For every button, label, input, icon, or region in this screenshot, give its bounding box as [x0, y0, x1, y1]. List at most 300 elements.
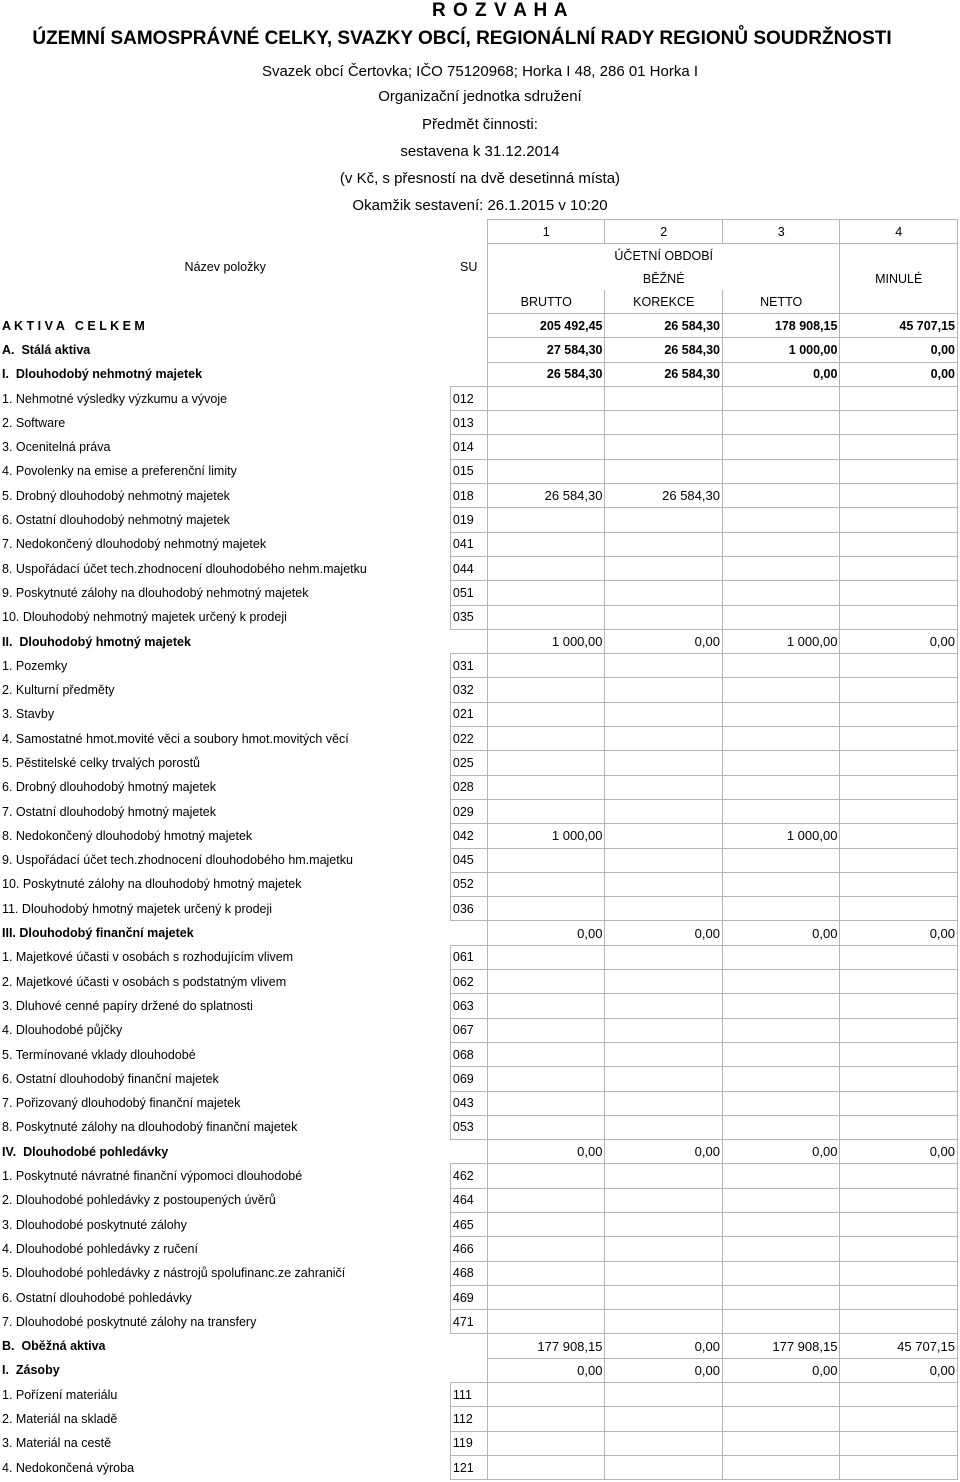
- cell-previous: [840, 1018, 958, 1042]
- row-account: [450, 921, 487, 945]
- cell-gross: [488, 532, 605, 556]
- table-row: [0, 1383, 958, 1407]
- cell-net: [722, 897, 839, 921]
- table-header: [0, 220, 958, 314]
- cell-net: [722, 1310, 839, 1334]
- cell-correction: [605, 556, 722, 580]
- cell-net: 1 000,00: [722, 824, 839, 848]
- cell-correction: [605, 532, 722, 556]
- table-row: [0, 1407, 958, 1431]
- row-account: [450, 1334, 487, 1358]
- accounting-period-header: ÚČETNÍ OBDOBÍ: [488, 244, 840, 268]
- column-header-previous: MINULÉ: [840, 244, 958, 314]
- cell-previous: [840, 435, 958, 459]
- column-number-1: 1: [488, 220, 605, 244]
- cell-net: [722, 1164, 839, 1188]
- row-account: 469: [450, 1285, 487, 1309]
- cell-previous: [840, 484, 958, 508]
- row-account: 018: [450, 484, 487, 508]
- table-row: [0, 629, 958, 653]
- row-label: 1. Pozemky: [2, 658, 68, 673]
- cell-gross: [488, 1285, 605, 1309]
- cell-previous: [840, 824, 958, 848]
- row-label: 8. Nedokončený dlouhodobý hmotný majetek: [2, 828, 253, 843]
- table-row: [0, 1115, 958, 1139]
- table-row: [0, 921, 958, 945]
- cell-previous: [840, 1310, 958, 1334]
- cell-correction: [605, 1261, 722, 1285]
- cell-correction: 0,00: [605, 921, 722, 945]
- cell-gross: [488, 1018, 605, 1042]
- cell-previous: [840, 1042, 958, 1066]
- row-account: [450, 362, 487, 386]
- row-label: 1. Poskytnuté návratné finanční výpomoci dlouhodobé: [2, 1169, 303, 1184]
- table-row: [0, 678, 958, 702]
- row-label: 6. Drobný dlouhodobý hmotný majetek: [2, 780, 217, 795]
- organizational-unit: Organizační jednotka sdružení: [378, 88, 582, 105]
- cell-gross: 27 584,30: [488, 338, 605, 362]
- row-label: 9. Poskytnuté zálohy na dlouhodobý nehmotný majetek: [2, 585, 309, 600]
- row-account: 015: [450, 459, 487, 483]
- cell-gross: 0,00: [488, 921, 605, 945]
- cell-gross: [488, 751, 605, 775]
- cell-previous: [840, 678, 958, 702]
- cell-net: [722, 702, 839, 726]
- cell-gross: [488, 1383, 605, 1407]
- cell-correction: [605, 1018, 722, 1042]
- cell-gross: [488, 1212, 605, 1236]
- row-label: 3. Dlouhodobé poskytnuté zálohy: [2, 1217, 187, 1232]
- cell-net: [722, 1067, 839, 1091]
- table-row: [0, 338, 958, 362]
- cell-correction: [605, 581, 722, 605]
- cell-correction: [605, 1237, 722, 1261]
- cell-previous: [840, 848, 958, 872]
- cell-correction: [605, 1091, 722, 1115]
- cell-gross: [488, 1091, 605, 1115]
- row-account: 019: [450, 508, 487, 532]
- compiled-date: sestavena k 31.12.2014: [400, 143, 560, 160]
- cell-gross: [488, 1042, 605, 1066]
- cell-gross: [488, 678, 605, 702]
- cell-net: [722, 654, 839, 678]
- row-label: A. Stálá aktiva: [2, 342, 91, 357]
- cell-gross: [488, 1455, 605, 1479]
- cell-net: 1 000,00: [722, 629, 839, 653]
- cell-previous: 0,00: [840, 1358, 958, 1382]
- cell-gross: 205 492,45: [488, 314, 605, 338]
- cell-correction: [605, 751, 722, 775]
- row-account: 466: [450, 1237, 487, 1261]
- cell-previous: [840, 727, 958, 751]
- cell-correction: [605, 872, 722, 896]
- cell-gross: [488, 1431, 605, 1455]
- row-account: 067: [450, 1018, 487, 1042]
- row-label: 10. Dlouhodobý nehmotný majetek určený k prodeji: [2, 610, 287, 625]
- cell-gross: 0,00: [488, 1358, 605, 1382]
- cell-previous: [840, 970, 958, 994]
- cell-previous: [840, 1431, 958, 1455]
- cell-previous: [840, 1067, 958, 1091]
- table-row: [0, 727, 958, 751]
- cell-previous: 0,00: [840, 1140, 958, 1164]
- cell-net: [722, 848, 839, 872]
- cell-net: [722, 1407, 839, 1431]
- cell-net: [722, 1042, 839, 1066]
- table-row: [0, 1067, 958, 1091]
- row-account: 062: [450, 970, 487, 994]
- row-account: 021: [450, 702, 487, 726]
- cell-previous: 45 707,15: [840, 1334, 958, 1358]
- cell-correction: 26 584,30: [605, 484, 722, 508]
- cell-gross: [488, 775, 605, 799]
- cell-correction: [605, 970, 722, 994]
- cell-net: [722, 1431, 839, 1455]
- cell-gross: 177 908,15: [488, 1334, 605, 1358]
- cell-gross: [488, 411, 605, 435]
- cell-correction: [605, 435, 722, 459]
- cell-gross: [488, 1067, 605, 1091]
- cell-gross: [488, 994, 605, 1018]
- cell-correction: [605, 1310, 722, 1334]
- row-account: 025: [450, 751, 487, 775]
- cell-correction: [605, 824, 722, 848]
- column-header-su: SU: [460, 259, 478, 274]
- cell-net: [722, 872, 839, 896]
- row-label: 4. Samostatné hmot.movité věci a soubory hmot.movitých věcí: [2, 731, 349, 746]
- cell-correction: 0,00: [605, 1140, 722, 1164]
- row-account: 044: [450, 556, 487, 580]
- cell-gross: [488, 556, 605, 580]
- cell-gross: [488, 1237, 605, 1261]
- cell-correction: [605, 799, 722, 823]
- row-account: 031: [450, 654, 487, 678]
- cell-net: 178 908,15: [722, 314, 839, 338]
- cell-previous: [840, 654, 958, 678]
- cell-correction: [605, 1067, 722, 1091]
- cell-net: 1 000,00: [722, 338, 839, 362]
- cell-gross: 26 584,30: [488, 484, 605, 508]
- cell-gross: [488, 727, 605, 751]
- cell-correction: 0,00: [605, 629, 722, 653]
- cell-correction: [605, 727, 722, 751]
- row-label: 8. Uspořádací účet tech.zhodnocení dlouhodobého nehm.majetku: [2, 561, 367, 576]
- row-label: 5. Termínované vklady dlouhodobé: [2, 1047, 196, 1062]
- cell-previous: 0,00: [840, 921, 958, 945]
- cell-previous: [840, 799, 958, 823]
- cell-gross: [488, 1188, 605, 1212]
- cell-previous: [840, 605, 958, 629]
- cell-previous: [840, 508, 958, 532]
- cell-gross: [488, 1164, 605, 1188]
- row-label: 4. Dlouhodobé pohledávky z ručení: [2, 1241, 198, 1256]
- row-account: 028: [450, 775, 487, 799]
- row-label: 5. Drobný dlouhodobý nehmotný majetek: [2, 488, 230, 503]
- table-row: [0, 654, 958, 678]
- table-row: [0, 1285, 958, 1309]
- cell-previous: [840, 994, 958, 1018]
- current-period-header: BĚŽNÉ: [488, 267, 840, 290]
- cell-net: [722, 678, 839, 702]
- table-row: [0, 435, 958, 459]
- row-label: 2. Dlouhodobé pohledávky z postoupených úvěrů: [2, 1193, 276, 1208]
- row-account: [450, 1358, 487, 1382]
- row-account: 121: [450, 1455, 487, 1479]
- row-label: IV. Dlouhodobé pohledávky: [2, 1144, 169, 1159]
- cell-previous: [840, 532, 958, 556]
- table-row: [0, 945, 958, 969]
- cell-previous: 45 707,15: [840, 314, 958, 338]
- cell-net: [722, 386, 839, 410]
- column-header-gross: BRUTTO: [488, 290, 605, 314]
- table-row: [0, 775, 958, 799]
- row-label: I. Dlouhodobý nehmotný majetek: [2, 367, 203, 382]
- row-account: 053: [450, 1115, 487, 1139]
- table-body: [0, 314, 958, 1480]
- compiled-timestamp: Okamžik sestavení: 26.1.2015 v 10:20: [352, 197, 608, 214]
- column-number-2: 2: [605, 220, 722, 244]
- cell-net: [722, 435, 839, 459]
- cell-net: [722, 1383, 839, 1407]
- cell-net: 0,00: [722, 921, 839, 945]
- cell-previous: [840, 411, 958, 435]
- cell-gross: 26 584,30: [488, 362, 605, 386]
- table-row: [0, 556, 958, 580]
- table-row: [0, 411, 958, 435]
- cell-net: [722, 1455, 839, 1479]
- cell-correction: [605, 1115, 722, 1139]
- row-label: 1. Majetkové účasti v osobách s rozhodujícím vlivem: [2, 950, 294, 965]
- row-label: 3. Dluhové cenné papíry držené do splatnosti: [2, 998, 253, 1013]
- cell-previous: [840, 775, 958, 799]
- row-label: 4. Nedokončená výroba: [2, 1460, 135, 1475]
- document-subtitle: ÚZEMNÍ SAMOSPRÁVNÉ CELKY, SVAZKY OBCÍ, REGIONÁLNÍ RADY REGIONŮ SOUDRŽNOSTI: [32, 28, 892, 49]
- row-account: [450, 314, 487, 338]
- row-label: III. Dlouhodobý finanční majetek: [2, 926, 194, 941]
- row-account: 069: [450, 1067, 487, 1091]
- cell-previous: [840, 897, 958, 921]
- table-row: [0, 362, 958, 386]
- cell-previous: 0,00: [840, 338, 958, 362]
- table-row: [0, 1018, 958, 1042]
- cell-net: 177 908,15: [722, 1334, 839, 1358]
- row-label: A K T I V A C E L K E M: [2, 318, 145, 333]
- cell-gross: [488, 654, 605, 678]
- cell-net: [722, 1115, 839, 1139]
- row-label: 7. Nedokončený dlouhodobý nehmotný majetek: [2, 537, 267, 552]
- row-account: 068: [450, 1042, 487, 1066]
- row-label: 6. Ostatní dlouhodobý nehmotný majetek: [2, 513, 230, 528]
- cell-previous: [840, 386, 958, 410]
- entity-info: Svazek obcí Čertovka; IČO 75120968; Horka I 48, 286 01 Horka I: [261, 63, 699, 80]
- row-account: [450, 629, 487, 653]
- cell-previous: [840, 1407, 958, 1431]
- cell-correction: [605, 945, 722, 969]
- row-label: I. Zásoby: [2, 1363, 60, 1378]
- table-row: [0, 314, 958, 338]
- row-label: 6. Ostatní dlouhodobý finanční majetek: [2, 1071, 219, 1086]
- cell-net: [722, 1261, 839, 1285]
- table-row: [0, 970, 958, 994]
- cell-net: [722, 727, 839, 751]
- cell-correction: [605, 678, 722, 702]
- cell-correction: [605, 386, 722, 410]
- row-account: 043: [450, 1091, 487, 1115]
- row-account: [450, 338, 487, 362]
- row-label: 3. Ocenitelná práva: [2, 440, 111, 455]
- cell-net: [722, 1018, 839, 1042]
- cell-previous: [840, 1383, 958, 1407]
- column-header-name: Název položky: [184, 259, 266, 274]
- cell-net: [722, 508, 839, 532]
- row-account: 061: [450, 945, 487, 969]
- row-label: 2. Majetkové účasti v osobách s podstatným vlivem: [2, 974, 287, 989]
- cell-gross: [488, 459, 605, 483]
- table-row: [0, 1261, 958, 1285]
- row-label: 8. Poskytnuté zálohy na dlouhodobý finanční majetek: [2, 1120, 298, 1135]
- document-title: R O Z V A H A: [432, 0, 569, 21]
- row-label: 7. Dlouhodobé poskytnuté zálohy na transfery: [2, 1314, 257, 1329]
- cell-gross: [488, 605, 605, 629]
- cell-net: 0,00: [722, 1140, 839, 1164]
- row-label: 4. Povolenky na emise a preferenční limity: [2, 464, 237, 479]
- cell-previous: [840, 1188, 958, 1212]
- row-account: 014: [450, 435, 487, 459]
- cell-previous: [840, 459, 958, 483]
- cell-gross: [488, 872, 605, 896]
- cell-correction: [605, 775, 722, 799]
- table-row: [0, 897, 958, 921]
- cell-gross: [488, 1407, 605, 1431]
- row-label: 1. Nehmotné výsledky výzkumu a vývoje: [2, 391, 228, 406]
- row-label: 5. Pěstitelské celky trvalých porostů: [2, 755, 200, 770]
- cell-correction: [605, 1212, 722, 1236]
- cell-correction: [605, 508, 722, 532]
- cell-previous: [840, 581, 958, 605]
- row-account: 022: [450, 727, 487, 751]
- row-account: 112: [450, 1407, 487, 1431]
- row-label: 9. Uspořádací účet tech.zhodnocení dlouhodobého hm.majetku: [2, 853, 353, 868]
- cell-previous: [840, 1115, 958, 1139]
- row-account: 041: [450, 532, 487, 556]
- cell-correction: 26 584,30: [605, 338, 722, 362]
- row-account: 111: [450, 1383, 487, 1407]
- cell-previous: 0,00: [840, 629, 958, 653]
- cell-correction: [605, 702, 722, 726]
- cell-gross: [488, 970, 605, 994]
- row-label: 11. Dlouhodobý hmotný majetek určený k prodeji: [2, 901, 273, 916]
- row-account: 468: [450, 1261, 487, 1285]
- cell-correction: 0,00: [605, 1358, 722, 1382]
- row-account: 119: [450, 1431, 487, 1455]
- cell-net: [722, 1091, 839, 1115]
- cell-gross: [488, 702, 605, 726]
- cell-correction: [605, 654, 722, 678]
- table-row: [0, 532, 958, 556]
- cell-net: [722, 970, 839, 994]
- cell-gross: [488, 1115, 605, 1139]
- table-row: [0, 1164, 958, 1188]
- cell-net: [722, 1212, 839, 1236]
- cell-previous: 0,00: [840, 362, 958, 386]
- cell-net: [722, 994, 839, 1018]
- table-row: [0, 1091, 958, 1115]
- table-row: [0, 1212, 958, 1236]
- cell-net: [722, 581, 839, 605]
- cell-net: [722, 1285, 839, 1309]
- table-row: [0, 459, 958, 483]
- cell-gross: [488, 945, 605, 969]
- row-account: 051: [450, 581, 487, 605]
- row-label: II. Dlouhodobý hmotný majetek: [2, 634, 191, 649]
- row-account: 035: [450, 605, 487, 629]
- row-account: 471: [450, 1310, 487, 1334]
- cell-previous: [840, 1237, 958, 1261]
- cell-correction: [605, 897, 722, 921]
- cell-previous: [840, 1261, 958, 1285]
- cell-correction: [605, 848, 722, 872]
- row-account: 042: [450, 824, 487, 848]
- row-account: 052: [450, 872, 487, 896]
- row-label: 5. Dlouhodobé pohledávky z nástrojů spolufinanc.ze zahraničí: [2, 1266, 346, 1281]
- row-account: 012: [450, 386, 487, 410]
- row-account: 032: [450, 678, 487, 702]
- table-row: [0, 751, 958, 775]
- table-row: [0, 799, 958, 823]
- cell-net: [722, 556, 839, 580]
- cell-correction: [605, 1285, 722, 1309]
- table-row: [0, 605, 958, 629]
- cell-net: [722, 799, 839, 823]
- cell-gross: [488, 897, 605, 921]
- cell-gross: [488, 581, 605, 605]
- cell-net: 0,00: [722, 1358, 839, 1382]
- table-row: [0, 386, 958, 410]
- row-account: [450, 1140, 487, 1164]
- table-row: [0, 1237, 958, 1261]
- table-row: [0, 1140, 958, 1164]
- table-row: [0, 702, 958, 726]
- cell-net: [722, 532, 839, 556]
- table-row: [0, 1358, 958, 1382]
- cell-previous: [840, 1164, 958, 1188]
- row-account: 036: [450, 897, 487, 921]
- cell-net: [722, 1188, 839, 1212]
- cell-gross: 0,00: [488, 1140, 605, 1164]
- cell-previous: [840, 1091, 958, 1115]
- row-account: 029: [450, 799, 487, 823]
- cell-gross: 1 000,00: [488, 629, 605, 653]
- table-row: [0, 1334, 958, 1358]
- cell-previous: [840, 1285, 958, 1309]
- table-row: [0, 1455, 958, 1479]
- cell-previous: [840, 702, 958, 726]
- row-account: 013: [450, 411, 487, 435]
- cell-net: [722, 945, 839, 969]
- row-label: 3. Materiál na cestě: [2, 1436, 112, 1451]
- table-row: [0, 484, 958, 508]
- cell-correction: [605, 1455, 722, 1479]
- column-header-net: NETTO: [722, 290, 839, 314]
- cell-correction: [605, 411, 722, 435]
- cell-correction: [605, 605, 722, 629]
- cell-correction: 0,00: [605, 1334, 722, 1358]
- business-activity: Předmět činnosti:: [422, 116, 538, 133]
- row-account: 462: [450, 1164, 487, 1188]
- row-account: 045: [450, 848, 487, 872]
- row-label: 2. Software: [2, 415, 66, 430]
- table-row: [0, 994, 958, 1018]
